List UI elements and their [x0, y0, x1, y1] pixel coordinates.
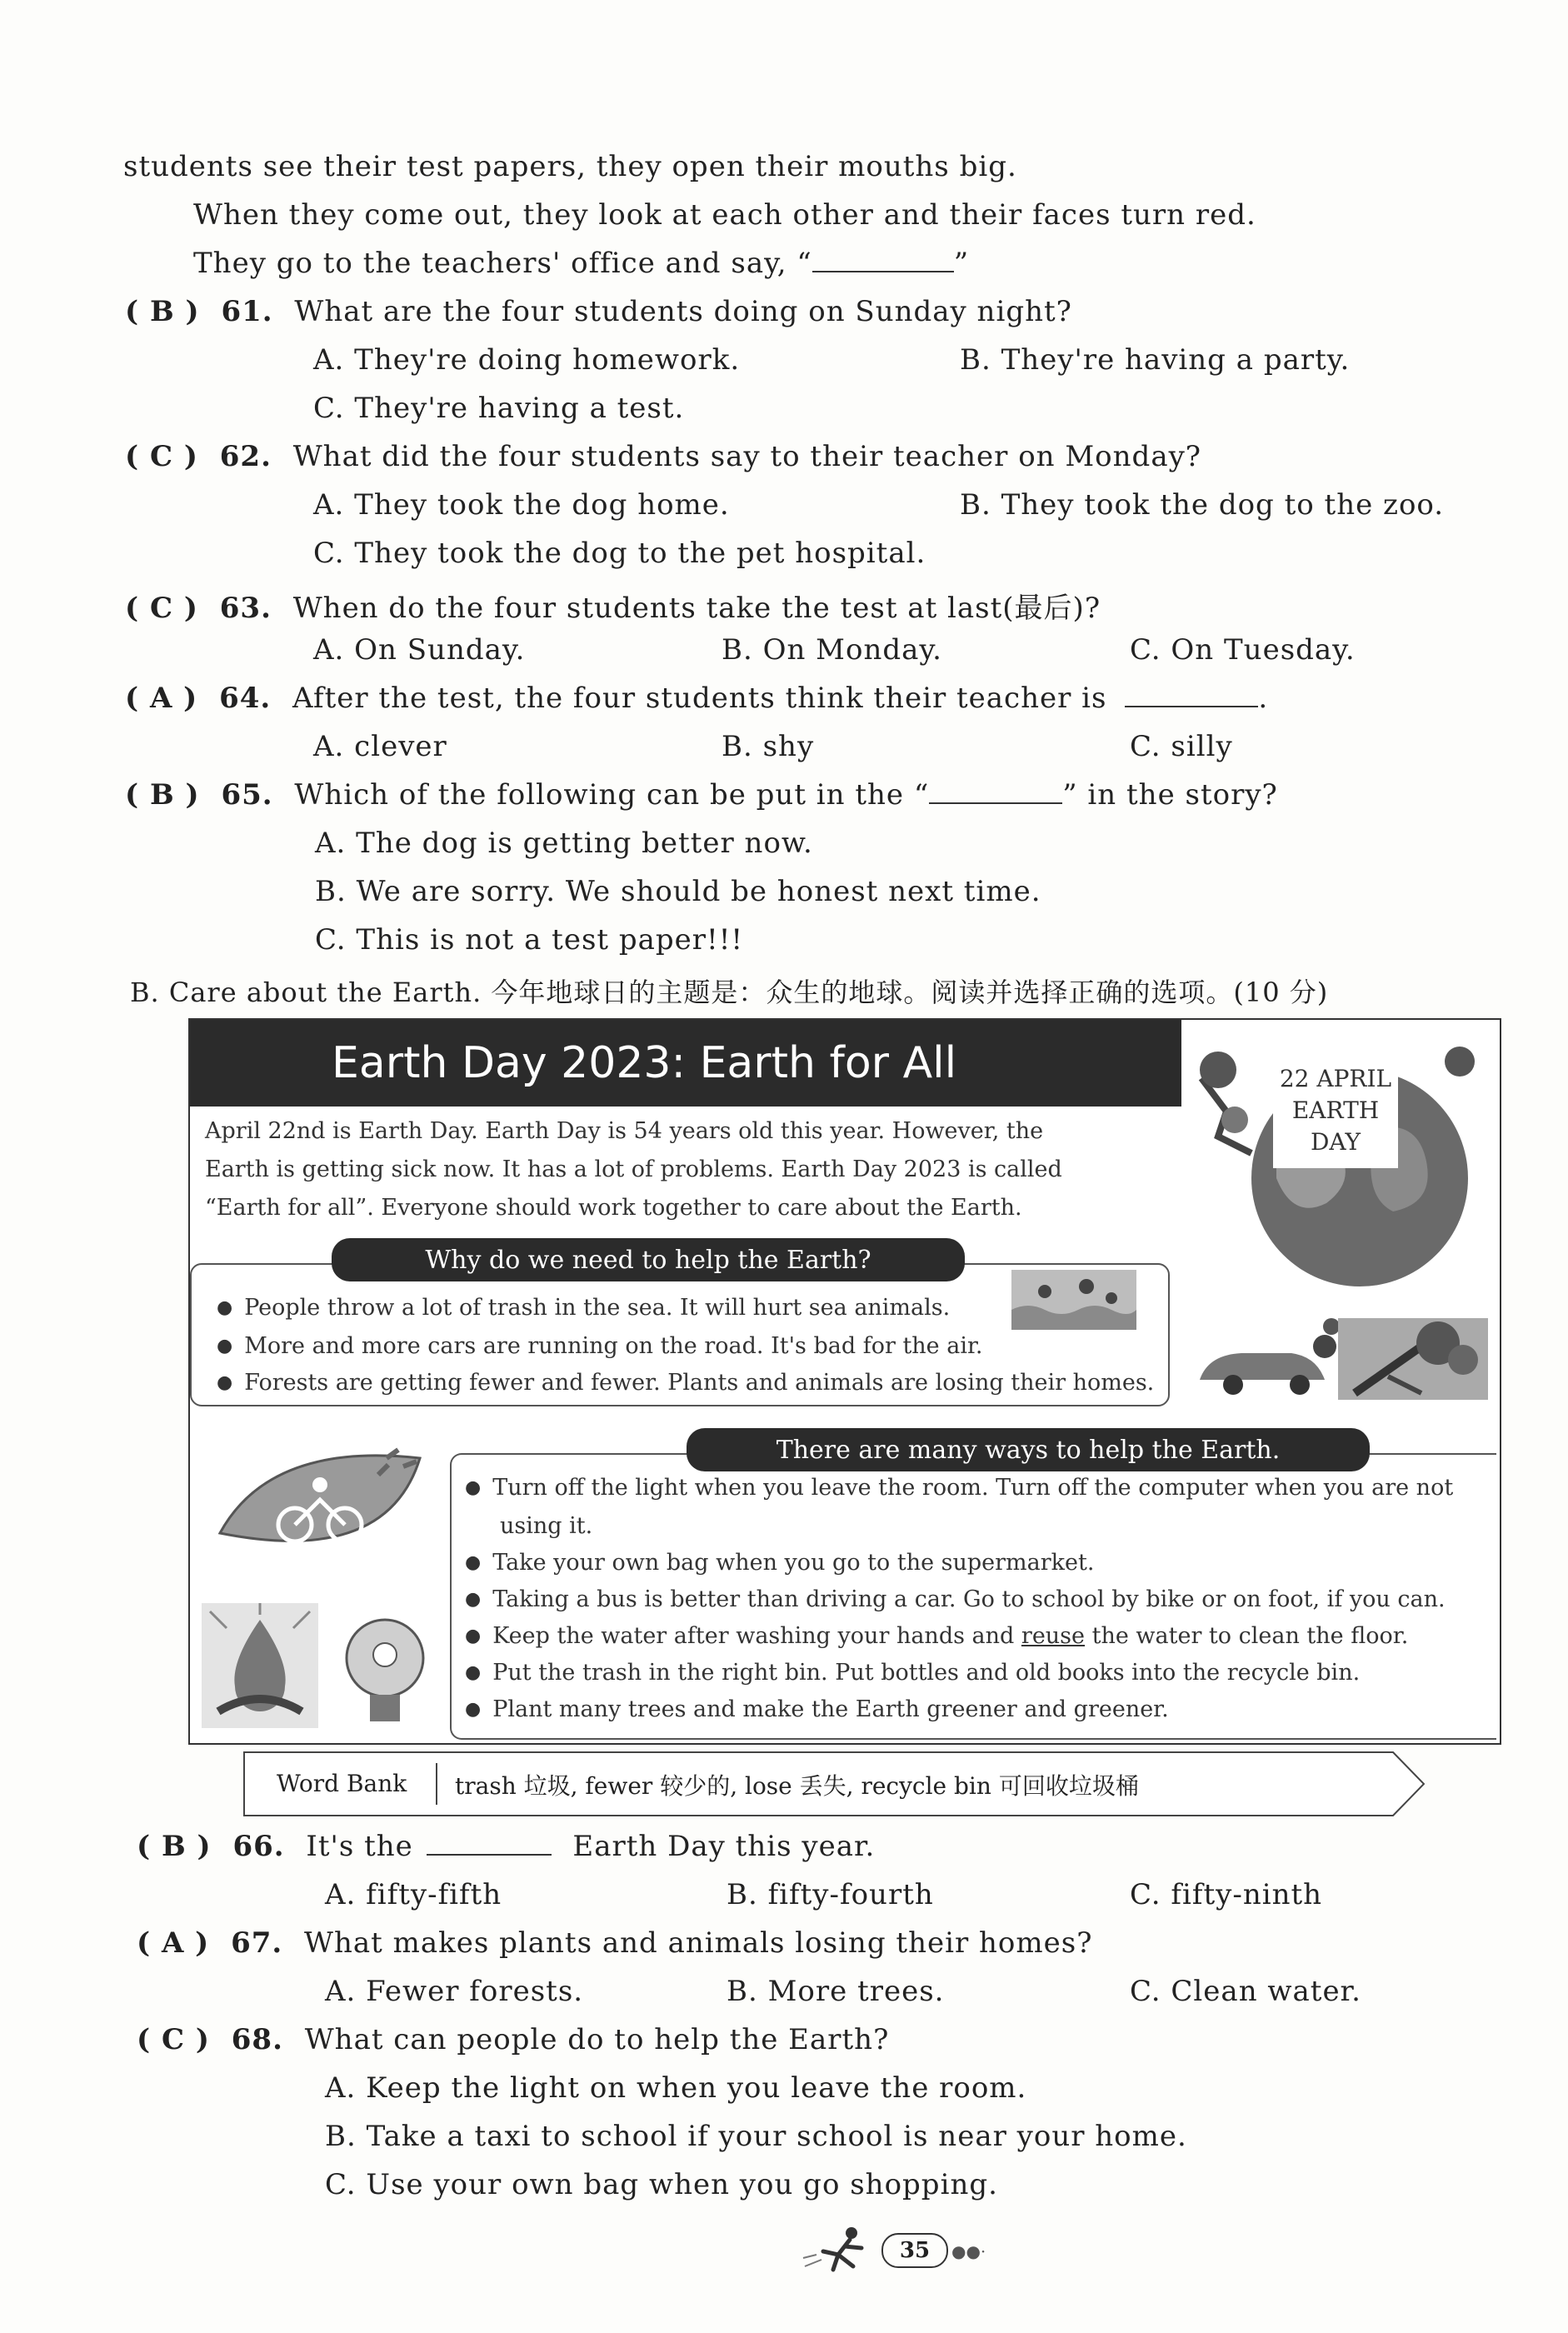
- word-bank: [243, 1751, 1425, 1816]
- earth-day-stamp: 22 APRIL EARTH DAY: [1273, 1063, 1398, 1168]
- option: A. On Sunday.: [313, 633, 526, 667]
- why-item: ● More and more cars are running on the road. It's bad for the air.: [217, 1333, 983, 1359]
- page-number: 35: [881, 2233, 948, 2268]
- car-pollution-image: [1191, 1313, 1341, 1401]
- option: A. Keep the light on when you leave the room.: [325, 2071, 1027, 2105]
- ways-item: ● Taking a bus is better than driving a car. Go to school by bike or on foot, if you can.: [465, 1586, 1446, 1612]
- option: B. They're having a party.: [960, 343, 1351, 377]
- light-bulb-illustration: [327, 1608, 443, 1733]
- question-64: ( A ) 64. After the test, the four students think their teacher is .: [125, 682, 1269, 715]
- option: B. More trees.: [727, 1975, 945, 2008]
- option: A. fifty-fifth: [325, 1878, 502, 1911]
- option: A. They took the dog home.: [313, 488, 730, 522]
- word-bank-label: Word Bank: [277, 1770, 407, 1797]
- leaf-bike-illustration: [203, 1441, 437, 1580]
- ways-item: ● Put the trash in the right bin. Put bottles and old books into the recycle bin.: [465, 1660, 1360, 1686]
- question-62: ( C ) 62. What did the four students say to their teacher on Monday?: [125, 440, 1202, 473]
- question-63: ( C ) 63. When do the four students take the test at last(最后)?: [125, 592, 1101, 625]
- fallen-tree-image: [1338, 1318, 1488, 1400]
- option: A. They're doing homework.: [313, 343, 741, 377]
- question-61: ( B ) 61. What are the four students doing on Sunday night?: [125, 295, 1072, 328]
- question-65: ( B ) 65. Which of the following can be put in the “ ” in the story?: [125, 778, 1278, 812]
- option: C. They're having a test.: [313, 392, 685, 425]
- runner-icon: [801, 2225, 876, 2275]
- question-68: ( C ) 68. What can people do to help the Earth?: [137, 2023, 890, 2056]
- section-b-heading: B. Care about the Earth. 今年地球日的主题是：众生的地球。阅读并选择正确的选项。(10 分): [130, 977, 1329, 1008]
- passage-line: When they come out, they look at each other and their faces turn red.: [193, 198, 1256, 232]
- option: B. They took the dog to the zoo.: [960, 488, 1445, 522]
- option: B. shy: [722, 730, 815, 763]
- poster-title: Earth Day 2023: Earth for All: [190, 1020, 1181, 1107]
- option: C. Use your own bag when you go shopping.: [325, 2168, 998, 2201]
- passage-line: students see their test papers, they open their mouths big.: [123, 150, 1017, 183]
- option: A. clever: [313, 730, 447, 763]
- page-dots: ●●·: [951, 2241, 986, 2261]
- option: C. On Tuesday.: [1130, 633, 1356, 667]
- sea-trash-image: [1011, 1270, 1136, 1330]
- option: A. Fewer forests.: [325, 1975, 584, 2008]
- reuse-word: reuse: [1021, 1623, 1086, 1649]
- option: C. fifty-ninth: [1130, 1878, 1323, 1911]
- ways-heading: There are many ways to help the Earth.: [687, 1428, 1370, 1471]
- option: C. silly: [1130, 730, 1233, 763]
- ways-item: ● Keep the water after washing your hands and reuse the water to clean the floor.: [465, 1623, 1408, 1649]
- why-item: ● People throw a lot of trash in the sea. It will hurt sea animals.: [217, 1295, 950, 1321]
- ways-item: ● Plant many trees and make the Earth greener and greener.: [465, 1696, 1169, 1722]
- passage-line: They go to the teachers' office and say, “ ”: [193, 247, 970, 280]
- option: B. fifty-fourth: [727, 1878, 934, 1911]
- word-bank-text: trash 垃圾, fewer 较少的, lose 丢失, recycle bin 可回收垃圾桶: [455, 1772, 1139, 1800]
- intro-line: “Earth for all”. Everyone should work together to care about the Earth.: [205, 1195, 1022, 1221]
- option: A. The dog is getting better now.: [315, 827, 813, 860]
- water-drop-illustration: [202, 1603, 318, 1728]
- question-67: ( A ) 67. What makes plants and animals losing their homes?: [137, 1926, 1093, 1960]
- option: B. We are sorry. We should be honest next time.: [315, 875, 1041, 908]
- earth-day-poster: [188, 1018, 1501, 1745]
- option: C. This is not a test paper!!!: [315, 923, 744, 957]
- ways-item-cont: using it.: [500, 1513, 593, 1539]
- intro-line: April 22nd is Earth Day. Earth Day is 54 years old this year. However, the: [205, 1118, 1044, 1144]
- option: B. Take a taxi to school if your school is near your home.: [325, 2120, 1187, 2153]
- option: B. On Monday.: [722, 633, 942, 667]
- ways-item: ● Take your own bag when you go to the supermarket.: [465, 1550, 1094, 1576]
- intro-line: Earth is getting sick now. It has a lot of problems. Earth Day 2023 is called: [205, 1157, 1062, 1182]
- question-66: ( B ) 66. It's the Earth Day this year.: [137, 1830, 876, 1863]
- why-item: ● Forests are getting fewer and fewer. Plants and animals are losing their homes.: [217, 1370, 1154, 1396]
- why-heading: Why do we need to help the Earth?: [332, 1238, 965, 1281]
- option: C. They took the dog to the pet hospital.: [313, 537, 926, 570]
- option: C. Clean water.: [1130, 1975, 1361, 2008]
- ways-item: ● Turn off the light when you leave the room. Turn off the computer when you are not: [465, 1475, 1453, 1501]
